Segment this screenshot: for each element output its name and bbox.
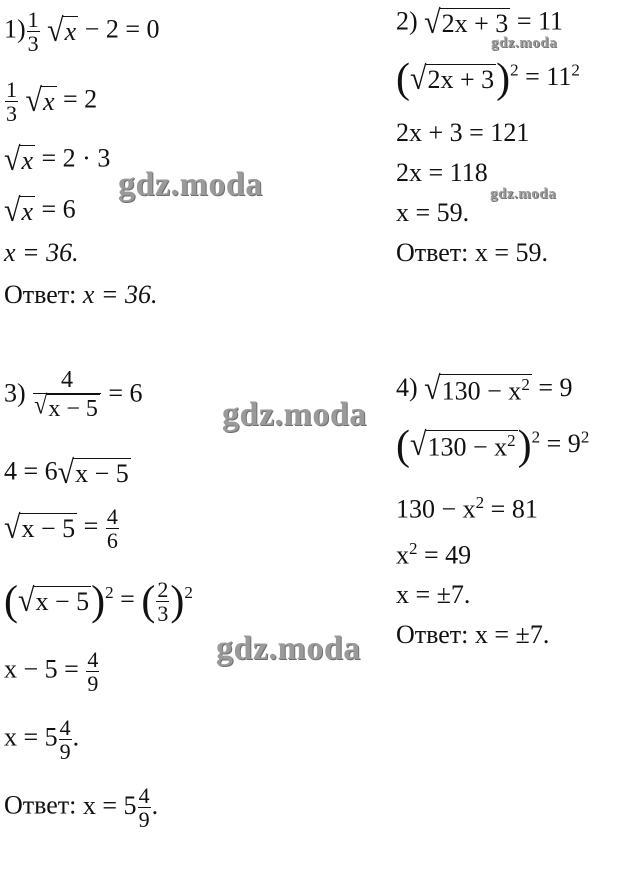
rhs: = 2 xyxy=(63,84,98,114)
square-root: √ 2x + 3 xyxy=(424,4,509,41)
answer-value: x = ±7. xyxy=(474,620,550,649)
fraction: $\frac{4}{9}$ xyxy=(138,783,150,833)
answer-value: x = 36. xyxy=(82,280,158,309)
equation-line: √ x − 5 = $\frac{4}{6}$ xyxy=(4,504,118,554)
equation-line: 2x = 118 xyxy=(396,158,488,187)
rhs: = 2 · 3 xyxy=(41,143,111,173)
equation-line: 2x + 3 = 121 xyxy=(396,118,530,147)
answer-label: Ответ: xyxy=(396,238,469,267)
answer-line xyxy=(4,784,158,831)
watermark: gdz.moda xyxy=(222,396,367,433)
problem-number: 2) xyxy=(396,6,418,36)
answer-value: x = 59. xyxy=(474,238,549,267)
rhs: = 6 xyxy=(108,378,143,408)
square-root: √ $130 - x^2$ xyxy=(424,370,530,407)
rhs: = 11 xyxy=(516,6,564,36)
equation-line: ( √ $130 - x^2$ )$^2 = 9^2$ xyxy=(396,423,590,469)
equation-line xyxy=(396,4,564,41)
equation-line: 1) $\frac{1}{3}$ √ x − 2 = 0 xyxy=(4,7,160,57)
fraction: $\frac{2}{3}$ xyxy=(157,577,169,627)
fraction: $\frac{1}{3}$ xyxy=(27,7,39,57)
square-root: √ x − 5 xyxy=(57,454,129,491)
square-root: √ $130 - x^2$ xyxy=(410,426,516,463)
watermark: gdz.moda xyxy=(118,166,263,203)
equation-line: x − 5 = $\frac{4}{9}$ xyxy=(4,647,99,697)
equation-line xyxy=(4,141,111,178)
answer-value: x = 5 $\frac{4}{9}$ . xyxy=(82,783,159,833)
equation-line xyxy=(4,78,97,125)
answer-label: Ответ: xyxy=(4,790,77,820)
equation-line: ( √ x − 5 )$^2$ = ( $\frac{2}{3}$ )$^2$ xyxy=(4,577,193,627)
problem-number: 1) xyxy=(4,14,26,44)
fraction: $\frac{4}{6}$ xyxy=(106,504,118,554)
equation-line xyxy=(4,192,76,229)
fraction: $\frac{4}{9}$ xyxy=(59,715,71,765)
equation-line: 4 = 6 √ x − 5 xyxy=(4,454,129,491)
answer-line xyxy=(4,282,157,308)
watermark: gdz.moda xyxy=(491,35,558,51)
rhs: = 6 xyxy=(41,194,76,224)
equation-line xyxy=(396,370,573,407)
equation-line xyxy=(4,368,143,423)
watermark: gdz.moda xyxy=(490,186,557,202)
square-root: √ 2x + 3 xyxy=(410,59,495,97)
fraction: $\frac{1}{3}$ xyxy=(6,77,17,127)
problem-number: 3) xyxy=(4,378,26,408)
square-root: √ x xyxy=(4,141,34,178)
problem-number: 4) xyxy=(396,373,418,403)
watermark: gdz.moda xyxy=(216,630,361,667)
square-root: √ x xyxy=(47,12,77,49)
answer-line xyxy=(396,622,549,648)
equation-line: x = 36. xyxy=(4,238,79,267)
equation-line: $130 - x^2 = 81$ xyxy=(396,493,538,524)
answer-label: Ответ: xyxy=(396,620,469,649)
equation-line: ( √ 2x + 3 )$^2 = 11^2$ xyxy=(396,56,580,102)
fraction: $\frac{4}{9}$ xyxy=(87,647,99,697)
square-root: √ x xyxy=(4,192,34,229)
square-root: √ x − 5 xyxy=(18,582,90,619)
square-root: √ x xyxy=(25,82,55,119)
equation-line: x = 59. xyxy=(396,198,470,227)
answer-line xyxy=(396,240,548,266)
square-root: √ x − 5 xyxy=(4,509,76,546)
fraction: 4 √ x − 5 xyxy=(33,368,101,423)
equation-line: x = 5 $\frac{4}{9}$ . xyxy=(4,715,80,765)
answer-label: Ответ: xyxy=(4,280,77,309)
equation-line: x = ±7. xyxy=(396,580,471,609)
rhs: = 0 xyxy=(125,14,160,44)
rhs: = 9 xyxy=(538,373,573,403)
equation-line: $x^2 = 49$ xyxy=(396,539,472,570)
